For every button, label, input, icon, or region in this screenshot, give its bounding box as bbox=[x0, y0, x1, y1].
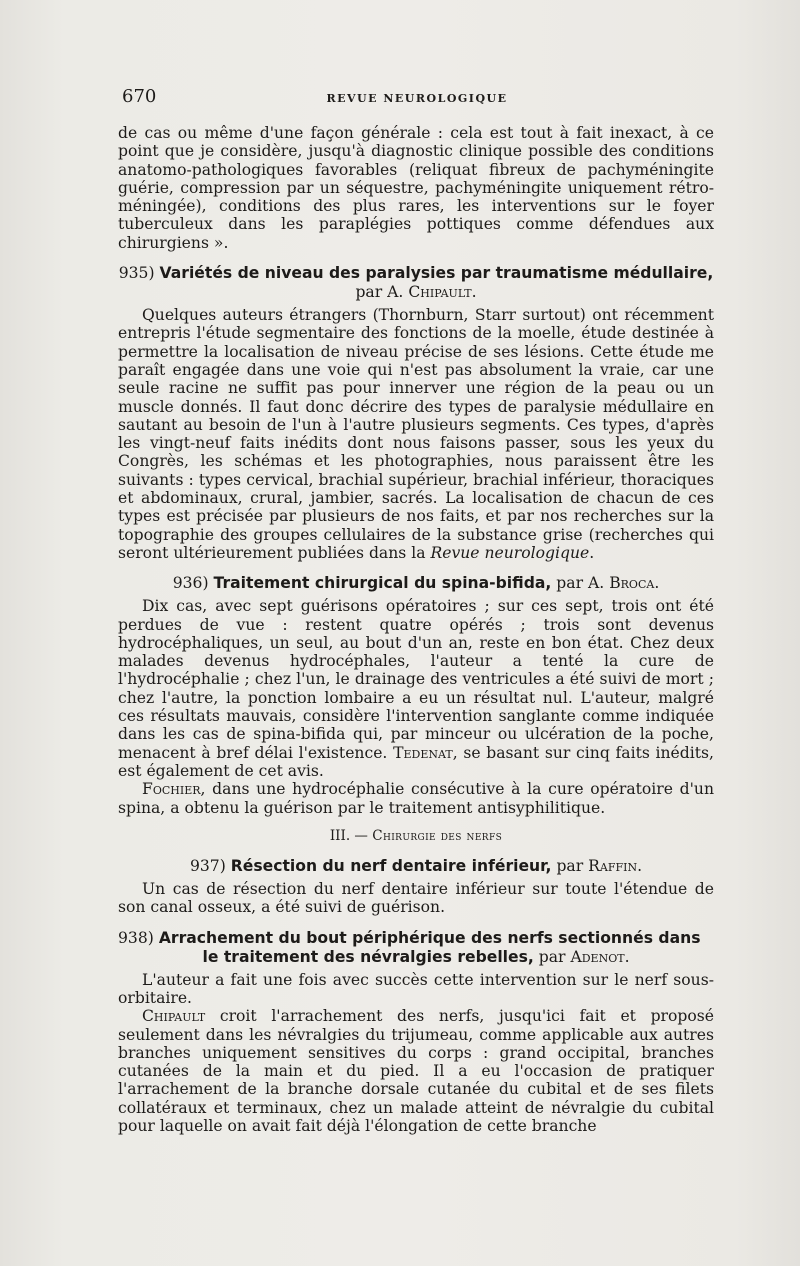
abstract-937-paragraph: Un cas de résection du nerf dentaire inférieur sur toute l'étendue de son canal osseux, a été suivi de guérison. bbox=[118, 880, 714, 917]
abstract-938-title-line-2-wrap bbox=[118, 948, 714, 967]
abstract-938-title-line-2: le traitement des névralgies rebelles, bbox=[202, 947, 534, 966]
abstract-938-number: 938) bbox=[118, 928, 154, 947]
abstract-937-title: Résection du nerf dentaire inférieur, bbox=[230, 857, 552, 876]
abstract-936-text-1-after: , se basant sur cinq faits inédits, est également de cet avis. bbox=[118, 743, 714, 780]
section-title: Chirurgie des nerfs bbox=[372, 827, 503, 844]
page-number: 670 bbox=[122, 86, 157, 107]
abstract-935-byline: par A. Chipault. bbox=[355, 283, 477, 302]
section-heading bbox=[118, 827, 714, 845]
abstract-936-author: Broca bbox=[609, 574, 655, 593]
abstract-938-author-end: . bbox=[624, 947, 630, 966]
abstract-936-number: 936) bbox=[172, 574, 209, 593]
abstract-936-paragraph-2 bbox=[118, 780, 714, 817]
running-title: REVUE NEUROLOGIQUE bbox=[326, 92, 508, 105]
abstract-936-name-1: Tedenat bbox=[393, 743, 453, 762]
abstract-936-heading bbox=[118, 574, 714, 593]
section-numeral: III. — bbox=[329, 827, 368, 844]
abstract-937-number: 937) bbox=[189, 857, 226, 876]
abstract-936-text-2: , dans une hydrocéphalie consécutive à la cure opératoire d'un spina, a obtenu la guérison par le traitement antisyphilitique. bbox=[118, 780, 714, 817]
abstract-937-author-end: . bbox=[637, 857, 643, 876]
abstract-938-name: Chipault bbox=[142, 1007, 206, 1026]
body-text bbox=[118, 124, 714, 1135]
abstract-938-author: Adenot bbox=[570, 947, 625, 966]
abstract-936-text-1: Dix cas, avec sept guérisons opératoires ; sur ces sept, trois ont été perdues de vue : restent quatre opérés ; trois sont devenus hydrocéphaliques, un seul, au bout d'un an, reste en bon état. Chez deux malades devenus hydrocéphales, l'auteur a tenté la cure de l'hydrocéphalie ; chez l'un, le drainage des ventricules a été suivi de mort ; chez l'autre, la ponction lombaire a eu un résultat nul. L'auteur, malgré ces résultats mauvais, considère l'intervention sanglante comme indiquée dans les cas de spina-bifida qui, par minceur ou ulcération de la poche, menacent à bref délai l'existence. bbox=[118, 597, 714, 762]
page-header bbox=[122, 86, 712, 112]
abstract-938-by: par bbox=[538, 947, 566, 966]
abstract-938-title-line-1: Arrachement du bout périphérique des nerfs sectionnés dans bbox=[158, 928, 701, 947]
abstract-935-journal: Revue neurologique bbox=[430, 543, 590, 562]
abstract-935-text: Quelques auteurs étrangers (Thornburn, Starr surtout) ont récemment entrepris l'étude segmentaire des fonctions de la moelle, étude destinée à permettre la localisation de niveau précise de ses lésions. Cette étude me paraît engagée dans une voie qui n'est pas absolument la vraie, car une seule racine ne suffit pas pour innerver une région de la peau ou un muscle donnés. Il faut donc décrire des types de paralysie médullaire en sautant au besoin de l'un à l'autre plusieurs segments. Ces types, d'après les vingt-neuf faits inédits dont nous faisons passer, sous les yeux du Congrès, les schémas et les photographies, nous paraissent être les suivants : types cervical, brachial supérieur, brachial inférieur, thoraciques et abdominaux, crural, jambier, sacrés. La localisation de chacun de ces types est précisée par plusieurs de nos faits, et par nos recherches sur la topographie des groupes cellulaires de la substance grise (recherches qui seront ultérieurement publiées dans la bbox=[118, 306, 714, 562]
abstract-936-by: par A. bbox=[556, 574, 605, 593]
abstract-937-heading bbox=[118, 857, 714, 876]
abstract-936-title: Traitement chirurgical du spina-bifida, bbox=[213, 574, 552, 593]
intro-paragraph: de cas ou même d'une façon générale : cela est tout à fait inexact, à ce point que je considère, jusqu'à diagnostic clinique possible des conditions anatomo-pathologiques favorables (reliquat fibreux de pachyméningite guérie, compression par un séquestre, pachyméningite uniquement rétro-méningée), conditions des plus rares, les interventions sur le foyer tuberculeux dans les paraplégies pottiques comme défendues aux chirurgiens ». bbox=[118, 124, 714, 252]
abstract-936-paragraph-1 bbox=[118, 597, 714, 780]
abstract-935-number: 935) bbox=[118, 264, 155, 283]
abstract-935-by: par A. bbox=[355, 283, 404, 302]
abstract-935-paragraph bbox=[118, 306, 714, 562]
abstract-937-author: Raffin bbox=[588, 857, 638, 876]
abstract-935-heading bbox=[118, 264, 714, 302]
abstract-935-end: . bbox=[589, 543, 595, 562]
abstract-938-text-2: croit l'arrachement des nerfs, jusqu'ici fait et proposé seulement dans les névralgies du trijumeau, comme applicable aux autres branches uniquement sensitives du corps : grand occipital, branches cutanées de la main et du pied. Il a eu l'occasion de pratiquer l'arrachement de la branche dorsale cutanée du cubital et de ses filets collatéraux et terminaux, chez un malade atteint de névralgie du cubital pour laquelle on avait fait déjà l'élongation de cette branche bbox=[118, 1007, 714, 1136]
abstract-935-title: Variétés de niveau des paralysies par traumatisme médullaire, bbox=[159, 264, 714, 283]
abstract-936-author-end: . bbox=[654, 574, 660, 593]
abstract-935-author: Chipault bbox=[408, 283, 472, 302]
abstract-936-name-2: Fochier bbox=[142, 780, 201, 799]
abstract-938-paragraph-2 bbox=[118, 1007, 714, 1135]
abstract-937-by: par bbox=[556, 857, 584, 876]
abstract-938-heading bbox=[118, 929, 714, 967]
abstract-938-paragraph-1: L'auteur a fait une fois avec succès cette intervention sur le nerf sous-orbitaire. bbox=[118, 970, 714, 1007]
